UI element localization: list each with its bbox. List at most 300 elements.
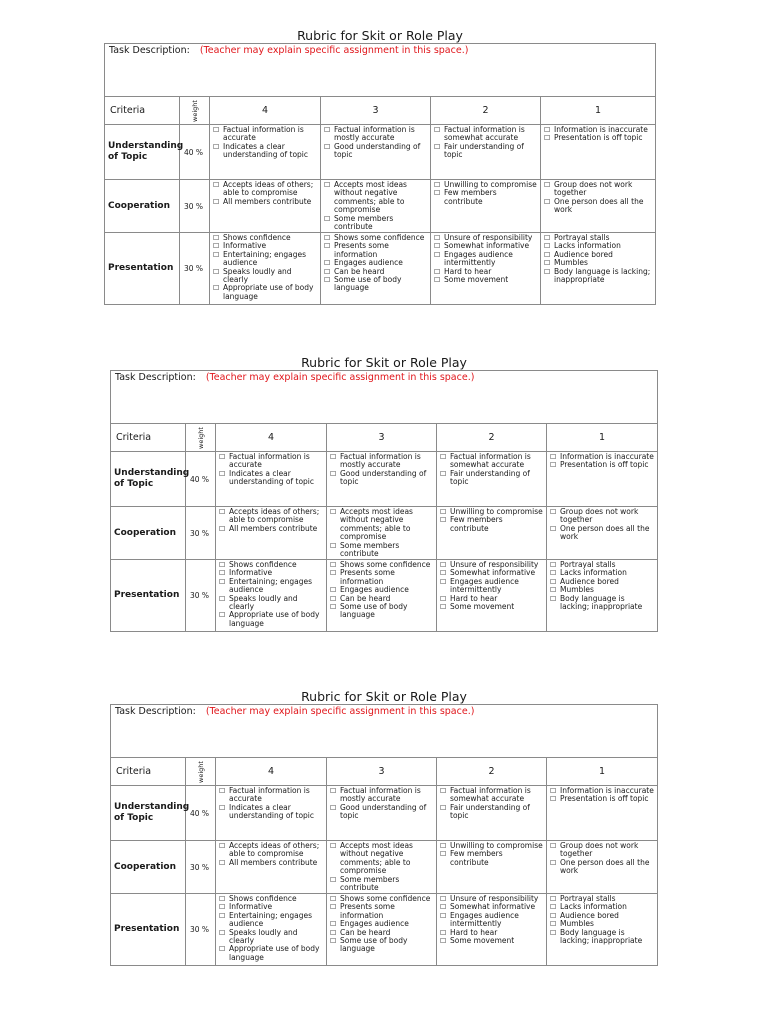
criterion-item-text: Hard to hear [450, 593, 498, 603]
criterion-item [330, 804, 433, 821]
criterion-item-text: Somewhat informative [450, 568, 536, 578]
criterion-item-text: Mumbles [554, 258, 588, 268]
criterion-item-text: Speaks loudly and clearly [229, 593, 298, 612]
checkbox-icon[interactable]: ☐ [434, 181, 441, 189]
criterion-item [213, 143, 317, 160]
level-2-cell [437, 894, 547, 966]
criterion-item-text: Good understanding of topic [334, 141, 421, 160]
criterion-item [219, 578, 323, 595]
criterion-item [219, 912, 323, 929]
checkbox-icon[interactable]: ☐ [330, 469, 337, 478]
criterion-item-text: Good understanding of topic [340, 802, 427, 821]
rubric-1 [104, 28, 656, 305]
criterion-row-cooperation [105, 180, 656, 233]
checkbox-icon[interactable]: ☐ [219, 594, 226, 603]
criterion-item-text: All members contribute [229, 523, 318, 533]
checkbox-icon[interactable]: ☐ [219, 945, 226, 954]
checkbox-icon[interactable]: ☐ [330, 895, 337, 903]
level-2-cell [431, 125, 541, 180]
checkbox-icon[interactable]: ☐ [219, 569, 226, 578]
level-4-cell [210, 233, 321, 305]
criterion-item-text: Presents some information [340, 902, 395, 920]
criterion-item-text: Some use of body language [340, 602, 408, 620]
criterion-name: Cooperation [111, 507, 186, 560]
criterion-item-text: Can be heard [340, 593, 391, 603]
criterion-item-text: Accepts most ideas without negative comments; able to compromise [334, 180, 407, 215]
criterion-item [440, 850, 543, 867]
criterion-item-text: Engages audience intermittently [450, 576, 519, 595]
criterion-item-text: Factual information is somewhat accurate [444, 125, 525, 143]
checkbox-icon[interactable]: ☐ [324, 276, 331, 285]
criterion-item-text: Few members contribute [444, 188, 497, 206]
criterion-item-text: Some members contribute [334, 213, 394, 232]
checkbox-icon[interactable]: ☐ [550, 461, 557, 470]
checkbox-icon[interactable]: ☐ [219, 911, 226, 920]
criterion-item-text: Unwilling to compromise [444, 180, 537, 189]
checkbox-icon[interactable]: ☐ [330, 842, 337, 850]
criterion-item [440, 912, 543, 929]
criterion-item-text: Portrayal stalls [560, 560, 616, 569]
level-4-cell [216, 560, 327, 632]
checkbox-icon[interactable]: ☐ [440, 787, 447, 795]
criterion-item [330, 903, 433, 920]
criterion-item-text: Accepts ideas of others; able to compromise [229, 841, 320, 859]
checkbox-icon[interactable]: ☐ [440, 937, 447, 946]
level-header-4: 4 [210, 97, 321, 125]
level-header-1: 1 [547, 424, 658, 452]
criterion-weight: 30 % [186, 894, 216, 966]
criterion-item [330, 508, 433, 542]
criterion-item [434, 189, 537, 206]
checkbox-icon[interactable]: ☐ [213, 242, 220, 251]
criterion-row-understanding [111, 786, 658, 841]
criterion-item [330, 542, 433, 559]
task-description-note: (Teacher may explain specific assignment in this space.) [199, 45, 469, 56]
criterion-item [219, 453, 323, 470]
criterion-item-text: Factual information is somewhat accurate [450, 452, 531, 470]
criterion-row-presentation [111, 894, 658, 966]
criterion-item-text: Unsure of responsibility [444, 233, 533, 242]
level-1-cell [547, 841, 658, 894]
criterion-item-text: Unsure of responsibility [450, 560, 539, 569]
header-row [111, 758, 658, 786]
checkbox-icon[interactable]: ☐ [440, 453, 447, 461]
checkbox-icon[interactable]: ☐ [440, 903, 447, 912]
criterion-weight: 30 % [180, 180, 210, 233]
criterion-item [550, 795, 654, 803]
checkbox-icon[interactable]: ☐ [219, 577, 226, 586]
criterion-item-text: Appropriate use of body language [223, 283, 314, 301]
checkbox-icon[interactable]: ☐ [324, 214, 331, 223]
criterion-item-text: Some movement [450, 936, 515, 946]
checkbox-icon[interactable]: ☐ [330, 594, 337, 603]
criterion-item-text: Body language is lacking; inappropriate [560, 593, 643, 612]
criterion-item-text: Engages audience [334, 258, 403, 268]
checkbox-icon[interactable]: ☐ [330, 508, 337, 516]
criterion-item-text: Presentation is off topic [560, 794, 649, 804]
checkbox-icon[interactable]: ☐ [550, 569, 557, 578]
checkbox-icon[interactable]: ☐ [550, 895, 557, 903]
checkbox-icon[interactable]: ☐ [219, 842, 226, 850]
criterion-item-text: Shows confidence [223, 233, 291, 242]
level-3-cell [327, 786, 437, 841]
checkbox-icon[interactable]: ☐ [330, 937, 337, 946]
criterion-name: Presentation [111, 560, 186, 632]
criterion-item-text: One person does all the work [554, 196, 644, 215]
checkbox-icon[interactable]: ☐ [213, 234, 220, 242]
checkbox-icon[interactable]: ☐ [440, 469, 447, 478]
checkbox-icon[interactable]: ☐ [330, 787, 337, 795]
task-description-label: Task Description: [109, 45, 190, 56]
rubric-3 [110, 689, 658, 966]
criterion-item-text: Appropriate use of body language [229, 610, 320, 628]
level-3-cell [327, 841, 437, 894]
rubric-title: Rubric for Skit or Role Play [297, 28, 463, 43]
level-header-2: 2 [437, 758, 547, 786]
checkbox-icon[interactable]: ☐ [324, 181, 331, 189]
checkbox-icon[interactable]: ☐ [440, 803, 447, 812]
checkbox-icon[interactable]: ☐ [219, 453, 226, 461]
criterion-item [213, 268, 317, 285]
checkbox-icon[interactable]: ☐ [330, 453, 337, 461]
criterion-name: Understanding of Topic [105, 125, 180, 180]
criterion-item-text: Entertaining; engages audience [229, 576, 313, 595]
criterion-item-text: Body language is lacking; inappropriate [560, 927, 643, 946]
criterion-item-text: Some movement [450, 602, 515, 612]
checkbox-icon[interactable]: ☐ [324, 126, 331, 134]
checkbox-icon[interactable]: ☐ [550, 842, 557, 850]
criterion-weight: 40 % [180, 125, 210, 180]
weight-header [186, 758, 216, 786]
criterion-item [330, 453, 433, 470]
checkbox-icon[interactable]: ☐ [440, 569, 447, 578]
criterion-item [213, 251, 317, 268]
criterion-weight: 40 % [186, 786, 216, 841]
checkbox-icon[interactable]: ☐ [550, 453, 557, 461]
checkbox-icon[interactable]: ☐ [440, 895, 447, 903]
criterion-item [219, 470, 323, 487]
criterion-item [544, 198, 652, 215]
checkbox-icon[interactable]: ☐ [544, 242, 551, 251]
checkbox-icon[interactable]: ☐ [440, 850, 447, 859]
criterion-item [324, 181, 427, 215]
criterion-item [219, 842, 323, 859]
checkbox-icon[interactable]: ☐ [330, 603, 337, 612]
checkbox-icon[interactable]: ☐ [434, 267, 441, 276]
criterion-item [330, 603, 433, 620]
criterion-item [219, 611, 323, 628]
criterion-item-text: Presents some information [340, 568, 395, 586]
rubric-table [110, 370, 658, 632]
criterion-item [550, 595, 654, 612]
criterion-item [213, 181, 317, 198]
checkbox-icon[interactable]: ☐ [324, 234, 331, 242]
level-2-cell [437, 507, 547, 560]
checkbox-icon[interactable]: ☐ [544, 234, 551, 242]
checkbox-icon[interactable]: ☐ [219, 803, 226, 812]
level-3-cell [327, 560, 437, 632]
criterion-item-text: Information is inaccurate [554, 125, 648, 134]
level-1-cell [547, 452, 658, 507]
criterion-item-text: Informative [229, 568, 273, 578]
criterion-name: Understanding of Topic [111, 786, 186, 841]
level-2-cell [437, 786, 547, 841]
checkbox-icon[interactable]: ☐ [434, 276, 441, 285]
level-header-3: 3 [327, 424, 437, 452]
criterion-item-text: Entertaining; engages audience [223, 249, 307, 268]
level-2-cell [437, 841, 547, 894]
criterion-weight: 30 % [186, 841, 216, 894]
checkbox-icon[interactable]: ☐ [544, 197, 551, 206]
checkbox-icon[interactable]: ☐ [550, 586, 557, 595]
checkbox-icon[interactable]: ☐ [213, 181, 220, 189]
criterion-item-text: Some members contribute [340, 540, 400, 559]
level-1-cell [547, 786, 658, 841]
criterion-weight: 40 % [186, 452, 216, 507]
level-header-1: 1 [547, 758, 658, 786]
level-1-cell [547, 894, 658, 966]
checkbox-icon[interactable]: ☐ [330, 928, 337, 937]
level-4-cell [216, 786, 327, 841]
criterion-item [324, 276, 427, 293]
checkbox-icon[interactable]: ☐ [440, 561, 447, 569]
checkbox-icon[interactable]: ☐ [440, 603, 447, 612]
criterion-item [324, 143, 427, 160]
level-1-cell [541, 125, 656, 180]
criterion-item-text: Few members contribute [450, 849, 503, 867]
criterion-weight: 30 % [186, 560, 216, 632]
criterion-item-text: Unsure of responsibility [450, 894, 539, 903]
criterion-item [434, 126, 537, 143]
criterion-item-text: Appropriate use of body language [229, 944, 320, 962]
checkbox-icon[interactable]: ☐ [550, 858, 557, 867]
checkbox-icon[interactable]: ☐ [440, 577, 447, 586]
checkbox-icon[interactable]: ☐ [550, 594, 557, 603]
checkbox-icon[interactable]: ☐ [330, 875, 337, 884]
criterion-item-text: One person does all the work [560, 523, 650, 542]
criterion-item [219, 945, 323, 962]
criterion-item-text: Accepts ideas of others; able to compromise [229, 507, 320, 525]
header-row [111, 424, 658, 452]
criterion-item [330, 569, 433, 586]
criterion-item [550, 525, 654, 542]
criterion-item-text: Can be heard [334, 266, 385, 276]
checkbox-icon[interactable]: ☐ [330, 803, 337, 812]
checkbox-icon[interactable]: ☐ [550, 911, 557, 920]
level-2-cell [431, 233, 541, 305]
checkbox-icon[interactable]: ☐ [550, 787, 557, 795]
checkbox-icon[interactable]: ☐ [213, 250, 220, 259]
criterion-item-text: Group does not work together [560, 507, 639, 525]
criterion-item-text: Mumbles [560, 919, 594, 929]
criterion-item-text: Shows some confidence [340, 560, 431, 569]
criterion-item-text: Engages audience intermittently [450, 910, 519, 929]
checkbox-icon[interactable]: ☐ [434, 234, 441, 242]
criterion-item-text: Lacks information [560, 568, 627, 578]
checkbox-icon[interactable]: ☐ [330, 569, 337, 578]
rubric-table [104, 43, 656, 305]
criteria-header: Criteria [111, 424, 186, 452]
criterion-row-cooperation [111, 507, 658, 560]
criterion-item [219, 804, 323, 821]
checkbox-icon[interactable]: ☐ [324, 242, 331, 251]
criterion-item-text: Indicates a clear understanding of topic [229, 468, 315, 487]
checkbox-icon[interactable]: ☐ [440, 516, 447, 525]
criterion-item-text: Can be heard [340, 927, 391, 937]
criterion-item-text: Factual information is mostly accurate [340, 786, 421, 804]
checkbox-icon[interactable]: ☐ [219, 524, 226, 533]
criteria-header: Criteria [105, 97, 180, 125]
criterion-item-text: Unwilling to compromise [450, 841, 543, 850]
checkbox-icon[interactable]: ☐ [330, 541, 337, 550]
level-1-cell [541, 180, 656, 233]
checkbox-icon[interactable]: ☐ [544, 259, 551, 268]
checkbox-icon[interactable]: ☐ [219, 611, 226, 620]
checkbox-icon[interactable]: ☐ [434, 189, 441, 198]
checkbox-icon[interactable]: ☐ [330, 561, 337, 569]
criterion-item-text: Audience bored [554, 249, 613, 259]
criterion-item-text: Factual information is accurate [229, 452, 310, 470]
criterion-item-text: One person does all the work [560, 857, 650, 876]
checkbox-icon[interactable]: ☐ [219, 561, 226, 569]
checkbox-icon[interactable]: ☐ [434, 142, 441, 151]
criterion-item [550, 859, 654, 876]
criterion-item-text: Engages audience intermittently [444, 249, 513, 268]
criterion-item-text: Presents some information [334, 241, 389, 259]
checkbox-icon[interactable]: ☐ [550, 561, 557, 569]
weight-header-label: weight [196, 760, 205, 783]
checkbox-icon[interactable]: ☐ [440, 594, 447, 603]
criterion-item-text: All members contribute [223, 196, 312, 206]
level-2-cell [437, 560, 547, 632]
checkbox-icon[interactable]: ☐ [550, 795, 557, 804]
level-4-cell [210, 180, 321, 233]
checkbox-icon[interactable]: ☐ [550, 903, 557, 912]
checkbox-icon[interactable]: ☐ [330, 903, 337, 912]
criteria-header: Criteria [111, 758, 186, 786]
criterion-item [440, 516, 543, 533]
checkbox-icon[interactable]: ☐ [219, 895, 226, 903]
criterion-item-text: Shows some confidence [340, 894, 431, 903]
checkbox-icon[interactable]: ☐ [213, 197, 220, 206]
level-4-cell [216, 841, 327, 894]
task-description-cell [111, 705, 658, 758]
criterion-item [434, 276, 537, 284]
criterion-item-text: Indicates a clear understanding of topic [223, 141, 309, 160]
checkbox-icon[interactable]: ☐ [213, 284, 220, 293]
checkbox-icon[interactable]: ☐ [219, 903, 226, 912]
checkbox-icon[interactable]: ☐ [440, 911, 447, 920]
criterion-name: Presentation [111, 894, 186, 966]
criterion-item [440, 787, 543, 804]
checkbox-icon[interactable]: ☐ [219, 858, 226, 867]
checkbox-icon[interactable]: ☐ [550, 508, 557, 516]
level-3-cell [321, 233, 431, 305]
checkbox-icon[interactable]: ☐ [440, 508, 447, 516]
criterion-item-text: Presentation is off topic [560, 460, 649, 470]
level-3-cell [321, 125, 431, 180]
checkbox-icon[interactable]: ☐ [544, 126, 551, 134]
checkbox-icon[interactable]: ☐ [434, 126, 441, 134]
checkbox-icon[interactable]: ☐ [213, 142, 220, 151]
criterion-item [330, 876, 433, 893]
criterion-name: Cooperation [105, 180, 180, 233]
checkbox-icon[interactable]: ☐ [324, 142, 331, 151]
checkbox-icon[interactable]: ☐ [550, 920, 557, 929]
criterion-item-text: Somewhat informative [444, 241, 530, 251]
criterion-item-text: Factual information is mostly accurate [334, 125, 415, 143]
checkbox-icon[interactable]: ☐ [213, 267, 220, 276]
checkbox-icon[interactable]: ☐ [544, 134, 551, 143]
checkbox-icon[interactable]: ☐ [440, 842, 447, 850]
checkbox-icon[interactable]: ☐ [330, 920, 337, 929]
checkbox-icon[interactable]: ☐ [219, 787, 226, 795]
task-description-note: (Teacher may explain specific assignment in this space.) [205, 706, 475, 717]
level-header-2: 2 [437, 424, 547, 452]
criterion-item-text: Shows some confidence [334, 233, 425, 242]
criterion-item-text: Shows confidence [229, 560, 297, 569]
checkbox-icon[interactable]: ☐ [434, 250, 441, 259]
checkbox-icon[interactable]: ☐ [330, 586, 337, 595]
checkbox-icon[interactable]: ☐ [550, 577, 557, 586]
criterion-item-text: Fair understanding of topic [450, 802, 530, 821]
criterion-item [550, 508, 654, 525]
criterion-item-text: Hard to hear [450, 927, 498, 937]
checkbox-icon[interactable]: ☐ [324, 259, 331, 268]
checkbox-icon[interactable]: ☐ [434, 242, 441, 251]
checkbox-icon[interactable]: ☐ [544, 250, 551, 259]
criterion-name: Cooperation [111, 841, 186, 894]
weight-header [186, 424, 216, 452]
criterion-item-text: Good understanding of topic [340, 468, 427, 487]
checkbox-icon[interactable]: ☐ [440, 928, 447, 937]
rubric-title: Rubric for Skit or Role Play [301, 355, 467, 370]
criterion-item [440, 937, 543, 945]
level-2-cell [437, 452, 547, 507]
criterion-item-text: Informative [229, 902, 273, 912]
criterion-item-text: Indicates a clear understanding of topic [229, 802, 315, 821]
checkbox-icon[interactable]: ☐ [219, 508, 226, 516]
criterion-row-presentation [105, 233, 656, 305]
weight-header-label: weight [190, 99, 199, 122]
level-4-cell [216, 452, 327, 507]
level-4-cell [210, 125, 321, 180]
level-1-cell [547, 560, 658, 632]
checkbox-icon[interactable]: ☐ [544, 181, 551, 189]
checkbox-icon[interactable]: ☐ [544, 267, 551, 276]
criterion-item [219, 787, 323, 804]
checkbox-icon[interactable]: ☐ [219, 469, 226, 478]
criterion-item-text: Accepts ideas of others; able to compromise [223, 180, 314, 198]
checkbox-icon[interactable]: ☐ [219, 928, 226, 937]
checkbox-icon[interactable]: ☐ [550, 928, 557, 937]
criterion-item-text: Group does not work together [560, 841, 639, 859]
checkbox-icon[interactable]: ☐ [550, 524, 557, 533]
criterion-item-text: Lacks information [554, 241, 621, 251]
criterion-row-understanding [105, 125, 656, 180]
checkbox-icon[interactable]: ☐ [213, 126, 220, 134]
criterion-item-text: Informative [223, 241, 267, 251]
criterion-row-presentation [111, 560, 658, 632]
criterion-item-text: Body language is lacking; inappropriate [554, 266, 651, 285]
level-header-1: 1 [541, 97, 656, 125]
criterion-item-text: Engages audience [340, 585, 409, 595]
criterion-item-text: Factual information is accurate [223, 125, 304, 143]
level-header-3: 3 [321, 97, 431, 125]
checkbox-icon[interactable]: ☐ [324, 267, 331, 276]
level-4-cell [216, 894, 327, 966]
rubric-title: Rubric for Skit or Role Play [301, 689, 467, 704]
